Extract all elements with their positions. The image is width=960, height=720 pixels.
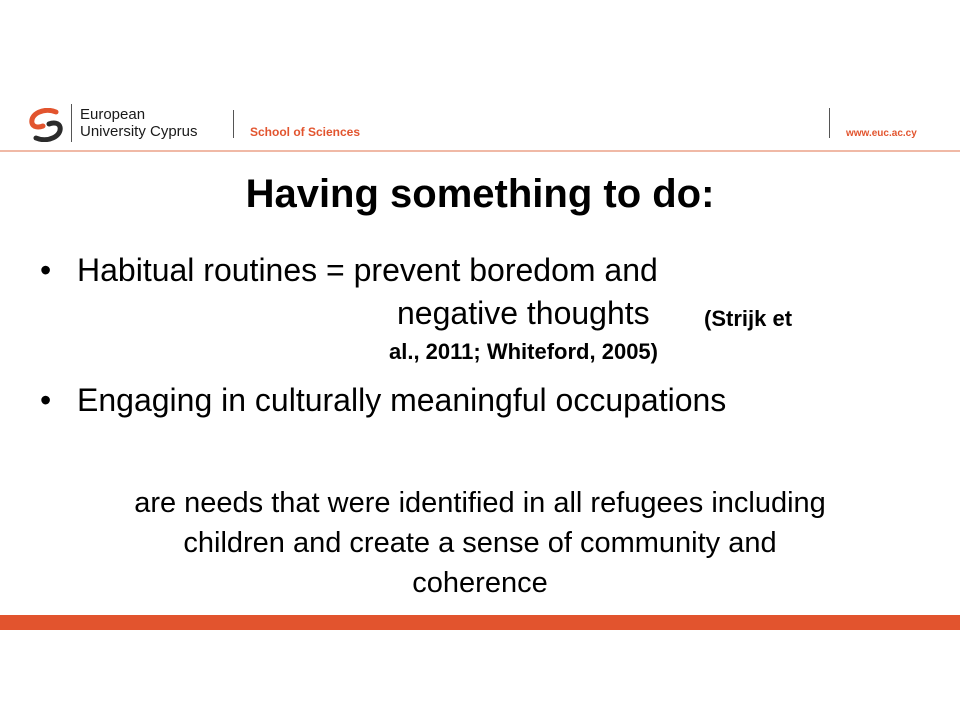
summary-line-2: children and create a sense of community and — [183, 527, 777, 559]
school-name: School of Sciences — [250, 125, 361, 139]
bullet-1-citation-part-1: (Strijk et — [704, 306, 793, 331]
slide-title: Having something to do: — [245, 172, 715, 216]
bullet-marker: • — [40, 382, 52, 418]
summary-paragraph — [40, 483, 920, 603]
org-name-line2: University Cyprus — [80, 123, 198, 140]
bullet-marker: • — [40, 252, 52, 288]
footer-band — [0, 615, 960, 630]
bullet-1-line-2: negative thoughts — [397, 295, 650, 331]
bullet-2-text: Engaging in culturally meaningful occupations — [77, 382, 727, 418]
summary-line-1: are needs that were identified in all refugees including — [134, 487, 826, 519]
website-url: www.euc.ac.cy — [846, 128, 917, 139]
bullet-1-citation-part-2: al., 2011; Whiteford, 2005) — [389, 339, 658, 364]
summary-line-3: coherence — [412, 567, 548, 599]
org-name-line1: European — [80, 106, 146, 123]
org-divider — [233, 110, 234, 138]
logo-divider — [71, 104, 72, 142]
euc-logo-icon — [26, 108, 66, 142]
bullet-1-line-1: Habitual routines = prevent boredom and — [77, 252, 658, 288]
url-divider — [829, 108, 830, 138]
header-rule — [0, 150, 960, 152]
slide-header — [0, 100, 960, 150]
